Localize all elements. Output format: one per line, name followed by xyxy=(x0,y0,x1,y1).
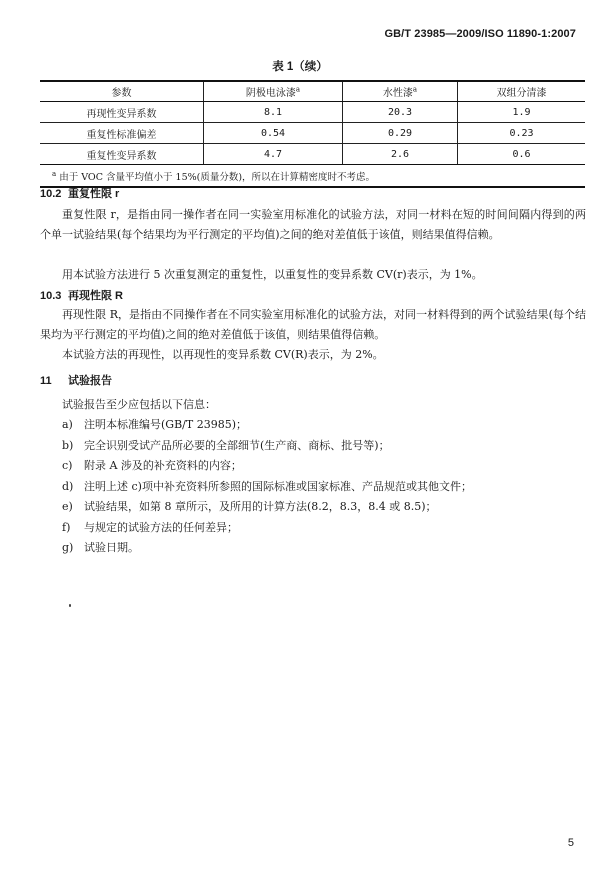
table-cell: 1.9 xyxy=(458,102,586,123)
list-item: f) 与规定的试验方法的任何差异； xyxy=(62,520,238,534)
list-item: b) 完全识别受试产品所必要的全部细节(生产商、商标、批号等)； xyxy=(62,438,390,452)
section-10-3-paragraph-2: 本试验方法的再现性，以再现性的变异系数 CV(R)表示，为 2%。 xyxy=(62,348,384,361)
section-title: 再现性限 R xyxy=(68,290,123,302)
list-item: c) 附录 A 涉及的补充资料的内容； xyxy=(62,459,242,472)
section-11-heading xyxy=(40,372,112,388)
section-10-2-paragraph-1: 重复性限 r，是指由同一操作者在同一实验室用标准化的试验方法，对同一材料在短的时间间隔内得到的两个单一试验结果(每个结果均为平行测定的平均值)之间的绝对差值低于该值，则结果值得信赖。 xyxy=(40,208,586,241)
table-cell: 0.23 xyxy=(458,123,586,144)
standard-code-header: GB/T 23985—2009/ISO 11890-1:2007 xyxy=(384,28,576,40)
section-number: 11 xyxy=(40,375,52,387)
section-title: 试验报告 xyxy=(68,375,112,387)
page-number: 5 xyxy=(567,837,574,849)
section-10-2-paragraph-2: 用本试验方法进行 5 次重复测定的重复性，以重复性的变异系数 CV(r)表示，为 1%。 xyxy=(62,268,483,281)
section-number: 10.3 xyxy=(40,290,62,302)
row-label: 重复性标准偏差 xyxy=(40,123,204,144)
row-label: 重复性变异系数 xyxy=(40,144,204,165)
list-item: e) 试验结果，如第 8 章所示，及所用的计算方法(8.2，8.3，8.4 或 8.5)； xyxy=(62,500,437,513)
section-10-3-paragraph-1: 再现性限 R，是指由不同操作者在不同实验室用标准化的试验方法，对同一材料得到的两个试验结果(每个结果均为平行测定的平均值)之间的绝对差值低于该值，则结果值得信赖。 xyxy=(40,308,586,341)
table-title: 表 1（续） xyxy=(272,61,328,73)
table-cell: 2.6 xyxy=(343,144,458,165)
section-10-2-heading xyxy=(40,185,119,201)
table-cell: 4.7 xyxy=(204,144,343,165)
list-intro: 试验报告至少应包括以下信息： xyxy=(62,398,216,411)
header-cathodic-electrocoat: 阴极电泳漆$^a$ xyxy=(204,81,343,102)
footnote-mark: a xyxy=(52,169,57,178)
table-row xyxy=(40,144,585,165)
section-number: 10.2 xyxy=(40,188,62,200)
scan-speck xyxy=(69,604,71,607)
table-cell: 0.54 xyxy=(204,123,343,144)
test-report-list xyxy=(40,395,586,559)
table-cell: 20.3 xyxy=(343,102,458,123)
section-10-3-heading xyxy=(40,287,123,303)
precision-table xyxy=(40,80,585,188)
table-header-row xyxy=(40,81,585,102)
table-footnote-row xyxy=(40,165,585,188)
section-title: 重复性限 r xyxy=(68,188,120,200)
table-cell: 0.6 xyxy=(458,144,586,165)
table-cell: 8.1 xyxy=(204,102,343,123)
header-parameter: 参数 xyxy=(40,81,204,102)
table-row xyxy=(40,123,585,144)
table-footnote: $^a$ 由于 VOC 含量平均值小于 15%(质量分数)，所以在计算精密度时不考虑。 xyxy=(40,165,585,188)
table-cell: 0.29 xyxy=(343,123,458,144)
row-label: 再现性变异系数 xyxy=(40,102,204,123)
list-item: a) 注明本标准编号(GB/T 23985)； xyxy=(62,418,247,431)
header-two-pack-clearcoat: 双组分清漆 xyxy=(458,81,586,102)
list-item: d) 注明上述 c)项中补充资料所参照的国际标准或国家标准、产品规范或其他文件； xyxy=(62,479,472,493)
list-item: g) 试验日期。 xyxy=(62,541,139,554)
table-row xyxy=(40,102,585,123)
header-waterborne-paint: 水性漆$^a$ xyxy=(343,81,458,102)
